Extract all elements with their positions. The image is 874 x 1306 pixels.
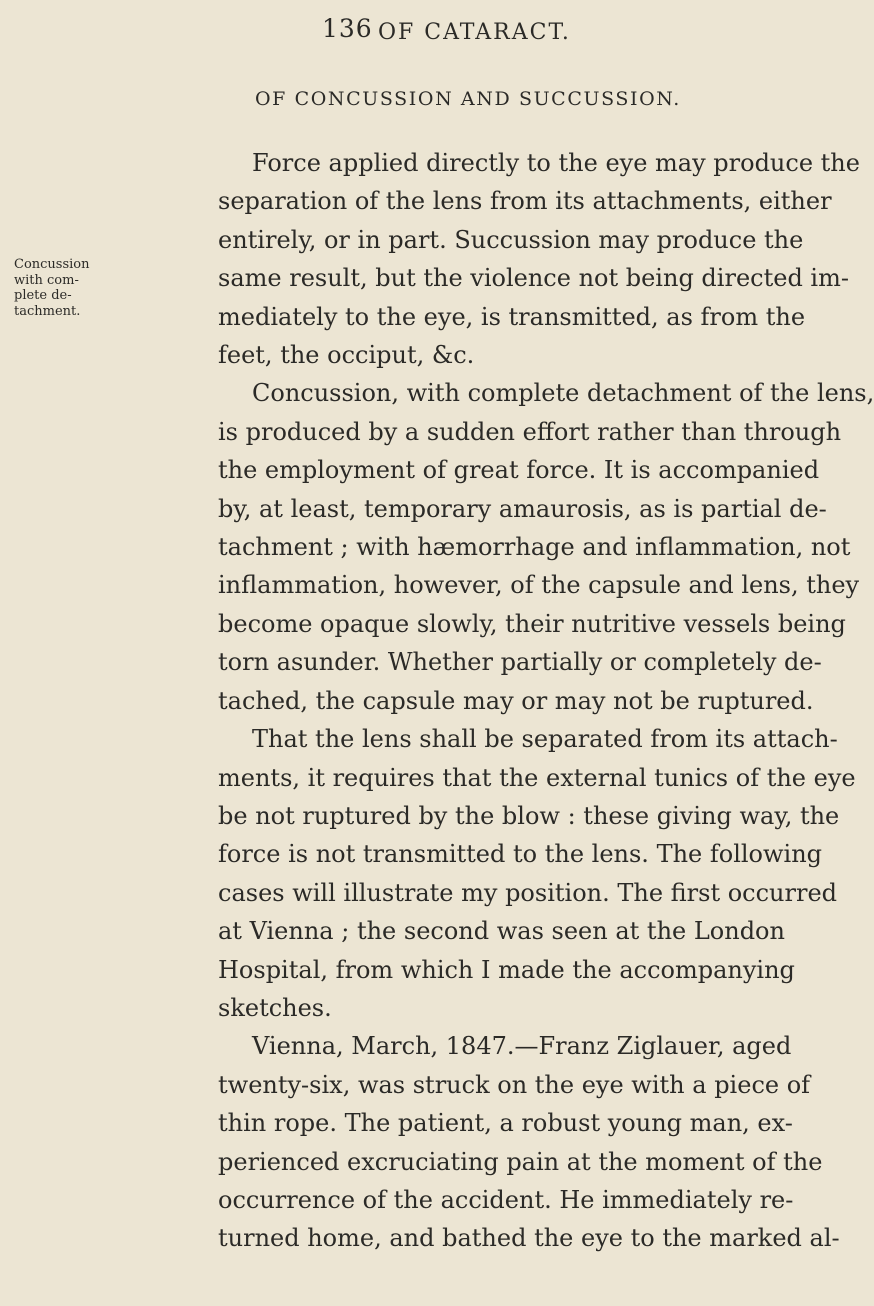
paragraph <box>218 720 856 1027</box>
text-line: Vienna, March, 1847.—Franz Ziglauer, aged <box>252 1032 792 1061</box>
text-line: Hospital, from which I made the accompanying <box>218 955 795 984</box>
margin-note-line: tachment. <box>14 303 81 319</box>
margin-note-line: Concussion <box>14 257 90 272</box>
text-line: by, at least, temporary amaurosis, as is partial de- <box>218 494 827 523</box>
text-line: That the lens shall be separated from its attach- <box>252 725 838 754</box>
text-line: inflammation, however, of the capsule and lens, they <box>218 571 860 600</box>
margin-note-line: plete de- <box>14 288 72 303</box>
margin-note <box>14 257 104 319</box>
text-line: entirely, or in part. Succussion may produce the <box>218 225 804 254</box>
text-line: sketches. <box>218 993 332 1022</box>
text-line: tached, the capsule may or may not be ruptured. <box>218 686 814 715</box>
text-line: is produced by a sudden effort rather than through <box>218 417 842 446</box>
text-line: occurrence of the accident. He immediately re- <box>218 1185 794 1214</box>
margin-note-line: with com- <box>14 272 79 288</box>
text-line: force is not transmitted to the lens. The following <box>218 840 823 869</box>
paragraph <box>218 374 874 720</box>
text-line: twenty-six, was struck on the eye with a piece of <box>218 1070 811 1099</box>
text-line: Force applied directly to the eye may produce the <box>252 149 860 177</box>
text-line: be not ruptured by the blow : these giving way, the <box>218 801 840 830</box>
paragraph <box>218 144 860 374</box>
text-line: thin rope. The patient, a robust young man, ex- <box>218 1109 793 1138</box>
text-line: cases will illustrate my position. The first occurred <box>218 878 838 907</box>
text-line: at Vienna ; the second was seen at the London <box>218 917 785 946</box>
text-line: turned home, and bathed the eye to the marked al- <box>218 1224 840 1253</box>
text-line: same result, but the violence not being directed im- <box>218 264 849 293</box>
section-title: OF CONCUSSION AND SUCCUSSION. <box>255 88 681 110</box>
text-line: become opaque slowly, their nutritive vessels being <box>218 609 846 638</box>
running-title: OF CATARACT. <box>378 20 571 45</box>
page-number: 136 <box>322 14 373 43</box>
text-line: torn asunder. Whether partially or completely de- <box>218 648 822 677</box>
text-line: the employment of great force. It is accompanied <box>218 456 820 485</box>
text-line: separation of the lens from its attachments, either <box>218 187 832 216</box>
text-line: tachment ; with hæmorrhage and inflammation, not <box>218 533 851 562</box>
page-header <box>0 14 800 54</box>
text-line: perienced excruciating pain at the moment of the <box>218 1147 823 1176</box>
text-line: ments, it requires that the external tunics of the eye <box>218 763 856 792</box>
paragraph <box>218 1027 840 1257</box>
text-line: feet, the occiput, &c. <box>218 341 475 370</box>
text-line: Concussion, with complete detachment of the lens, <box>252 379 874 408</box>
body-text <box>218 144 874 1258</box>
text-line: mediately to the eye, is transmitted, as from the <box>218 302 806 331</box>
